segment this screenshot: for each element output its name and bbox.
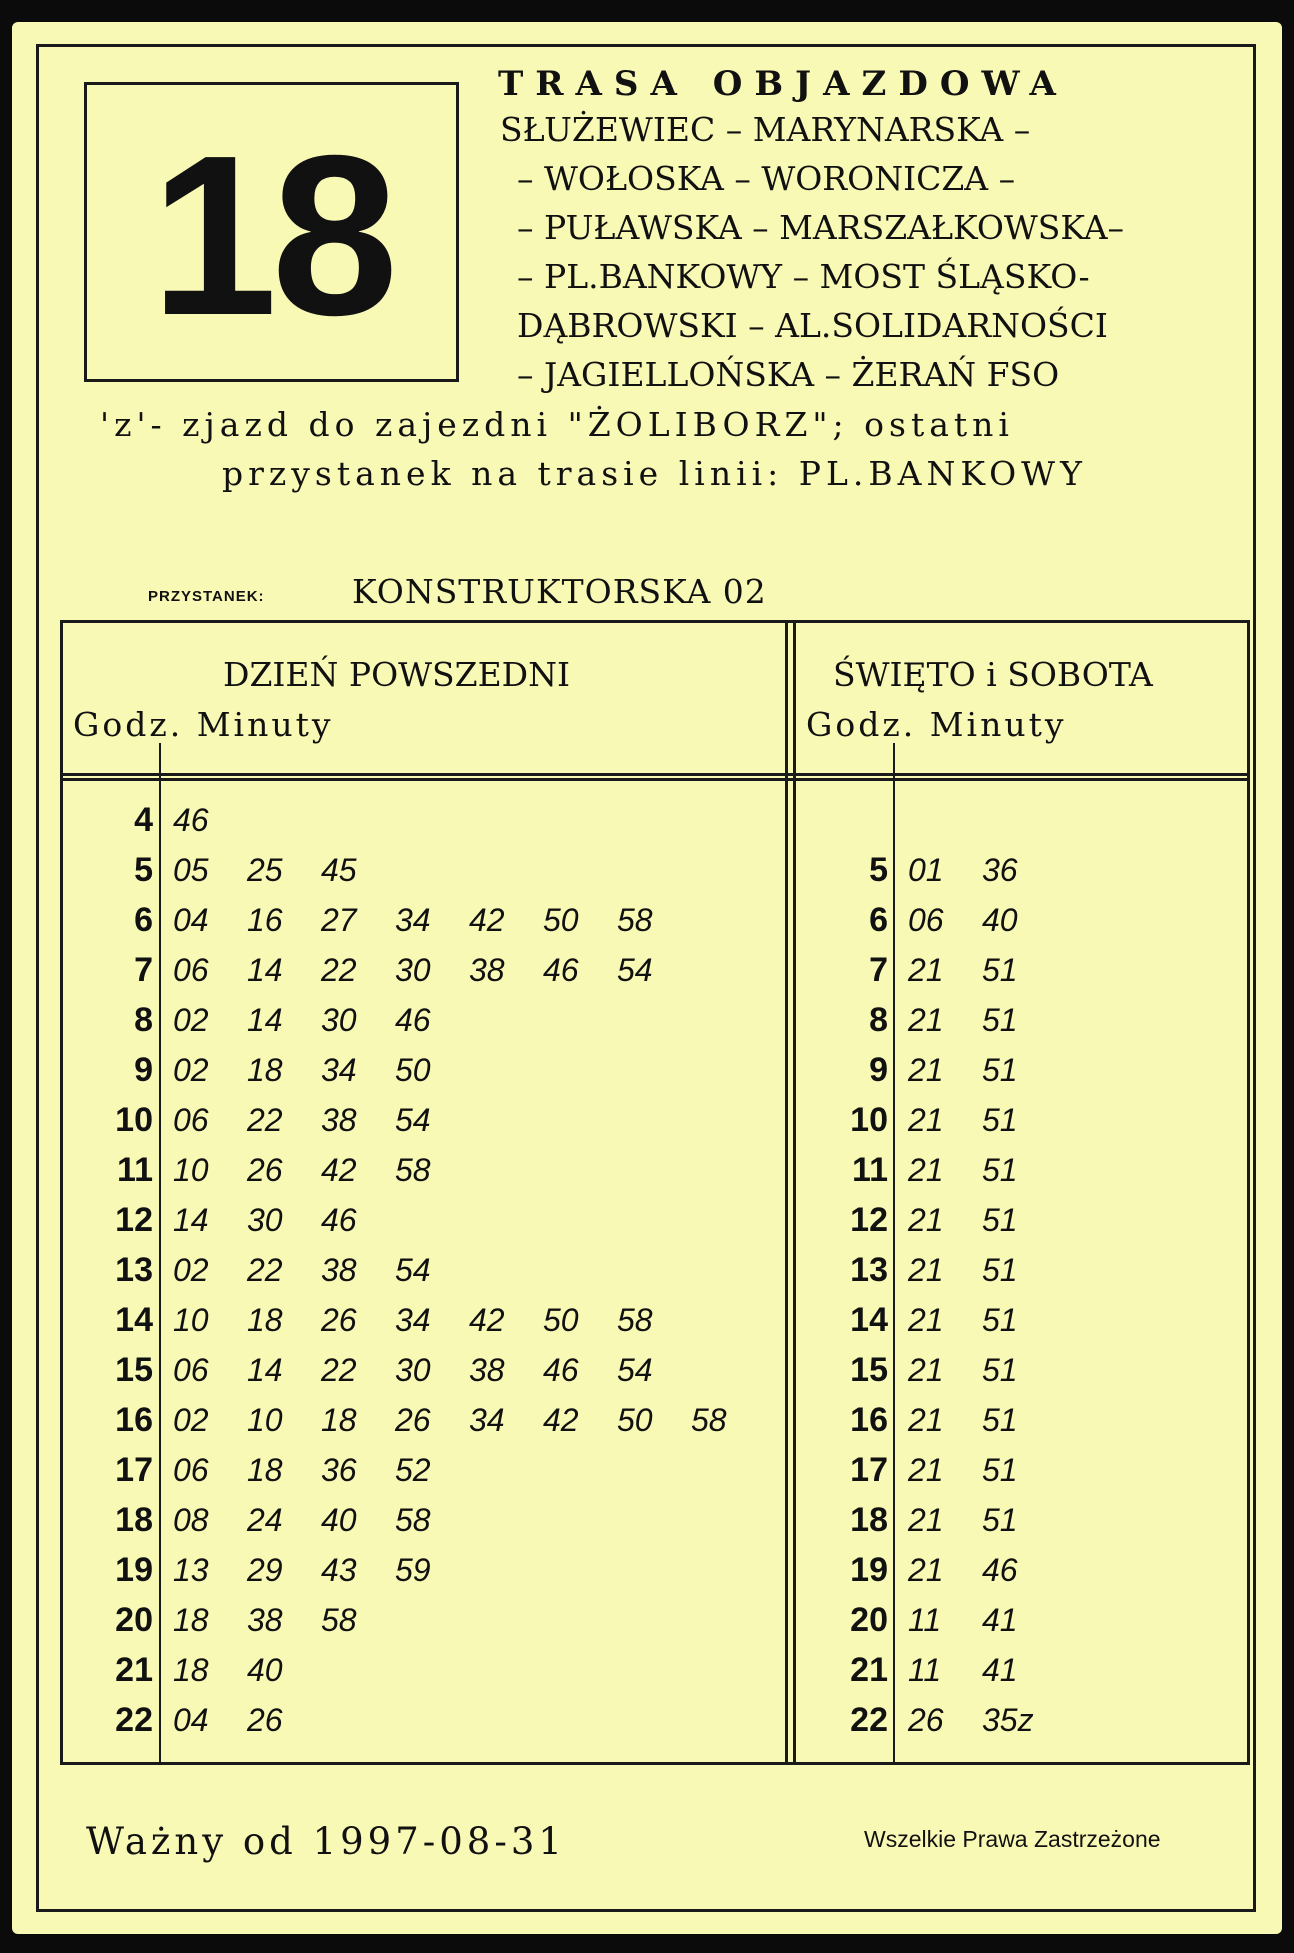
weekday-minute: 26 (247, 1702, 283, 1738)
route-line-1: SŁUŻEWIEC – MARYNARSKA – (500, 110, 1031, 149)
weekday-hour: 8 (134, 1001, 153, 1039)
weekday-hour: 15 (115, 1351, 153, 1389)
weekday-hour: 21 (115, 1651, 153, 1689)
holiday-hour: 21 (850, 1651, 888, 1689)
holiday-hour: 14 (850, 1301, 888, 1339)
route-line-2: – WOŁOSKA – WORONICZA – (517, 159, 1016, 198)
weekday-minute: 10 (247, 1402, 283, 1438)
weekday-minute: 04 (173, 902, 209, 938)
weekday-minutes (173, 1252, 469, 1289)
timetable-sheet (12, 22, 1282, 1934)
weekday-minute: 50 (543, 902, 579, 938)
weekday-minute: 34 (395, 1302, 431, 1338)
weekday-minute: 46 (173, 802, 209, 838)
holiday-minute: 26 (908, 1702, 944, 1738)
weekday-hour: 9 (134, 1051, 153, 1089)
holiday-minute: 51 (982, 1202, 1018, 1238)
weekday-minutes (173, 1502, 469, 1539)
holiday-hour: 16 (850, 1401, 888, 1439)
weekday-minutes (173, 802, 247, 839)
holiday-minute: 21 (908, 1252, 944, 1288)
holiday-minute: 21 (908, 1152, 944, 1188)
last-stop-note: przystanek na trasie linii: PL.BANKOWY (222, 454, 1087, 493)
holiday-minute: 41 (982, 1602, 1018, 1638)
route-title: TRASA OBJAZDOWA (498, 64, 1068, 104)
stop-name: KONSTRUKTORSKA 02 (352, 572, 767, 611)
weekday-hour: 10 (115, 1101, 153, 1139)
weekday-hour: 18 (115, 1501, 153, 1539)
weekday-minute: 25 (247, 852, 283, 888)
weekday-minute: 10 (173, 1152, 209, 1188)
holiday-hour: 12 (850, 1201, 888, 1239)
weekday-minute: 22 (321, 952, 357, 988)
weekday-minute: 54 (617, 1352, 653, 1388)
weekday-minutes (173, 1402, 765, 1439)
weekday-minute: 22 (321, 1352, 357, 1388)
weekday-minute: 46 (395, 1002, 431, 1038)
weekday-minute: 26 (247, 1152, 283, 1188)
holiday-minute: 51 (982, 1052, 1018, 1088)
holiday-minute: 21 (908, 1052, 944, 1088)
column-divider (785, 623, 788, 1762)
weekday-minute: 18 (321, 1402, 357, 1438)
weekday-minute: 34 (321, 1052, 357, 1088)
weekday-minutes (173, 1602, 395, 1639)
weekday-minute: 58 (395, 1502, 431, 1538)
weekday-hour: 7 (134, 951, 153, 989)
weekday-hour: 12 (115, 1201, 153, 1239)
holiday-minutes (908, 1402, 1056, 1439)
holiday-minute: 06 (908, 902, 944, 938)
weekday-hour-divider (159, 743, 161, 1762)
holiday-minutes (908, 1152, 1056, 1189)
weekday-hour: 17 (115, 1451, 153, 1489)
holiday-heading: ŚWIĘTO i SOBOTA (833, 655, 1153, 694)
holiday-minutes (908, 1252, 1056, 1289)
holiday-minute: 21 (908, 1502, 944, 1538)
holiday-hour: 17 (850, 1451, 888, 1489)
weekday-minute: 14 (247, 1352, 283, 1388)
weekday-minutes (173, 1552, 469, 1589)
holiday-minute: 51 (982, 952, 1018, 988)
weekday-minute: 04 (173, 1702, 209, 1738)
holiday-minute: 11 (908, 1652, 942, 1688)
route-line-5: DĄBROWSKI – AL.SOLIDARNOŚCI (517, 306, 1108, 345)
holiday-minute: 51 (982, 1352, 1018, 1388)
weekday-minutes (173, 1052, 469, 1089)
weekday-hour: 14 (115, 1301, 153, 1339)
weekday-minute: 38 (469, 952, 505, 988)
weekday-minutes (173, 1352, 691, 1389)
weekday-minute: 06 (173, 952, 209, 988)
weekday-minute: 43 (321, 1552, 357, 1588)
weekday-minute: 36 (321, 1452, 357, 1488)
holiday-minutes (908, 852, 1056, 889)
holiday-minute: 46 (982, 1552, 1018, 1588)
weekday-minute: 08 (173, 1502, 209, 1538)
weekday-minute: 22 (247, 1102, 283, 1138)
weekday-minute: 54 (617, 952, 653, 988)
weekday-minute: 54 (395, 1252, 431, 1288)
holiday-minute: 51 (982, 1252, 1018, 1288)
holiday-minute: 01 (908, 852, 944, 888)
holiday-minute: 21 (908, 1402, 944, 1438)
holiday-hour: 18 (850, 1501, 888, 1539)
holiday-minutes (908, 1002, 1056, 1039)
weekday-minute: 18 (247, 1302, 283, 1338)
holiday-minute: 21 (908, 1302, 944, 1338)
holiday-minutes (908, 902, 1056, 939)
holiday-minute: 21 (908, 1552, 944, 1588)
weekday-minutes (173, 1102, 469, 1139)
weekday-minute: 29 (247, 1552, 283, 1588)
weekday-minutes (173, 1152, 469, 1189)
holiday-minute: 21 (908, 1202, 944, 1238)
weekday-minute: 54 (395, 1102, 431, 1138)
weekday-minutes (173, 1202, 395, 1239)
holiday-minutes (908, 1702, 1056, 1739)
holiday-hour: 10 (850, 1101, 888, 1139)
route-line-4: – PL.BANKOWY – MOST ŚLĄSKO- (517, 257, 1090, 296)
holiday-minute: 40 (982, 902, 1018, 938)
weekday-minute: 46 (321, 1202, 357, 1238)
holiday-minute: 21 (908, 1452, 944, 1488)
holiday-minute: 21 (908, 1352, 944, 1388)
holiday-minute: 36 (982, 852, 1018, 888)
weekday-minute: 38 (321, 1252, 357, 1288)
holiday-minute: 51 (982, 1302, 1018, 1338)
weekday-minute: 46 (543, 952, 579, 988)
weekday-minute: 42 (543, 1402, 579, 1438)
stop-label: PRZYSTANEK: (148, 588, 265, 605)
weekday-minute: 30 (247, 1202, 283, 1238)
route-line-6: – JAGIELLOŃSKA – ŻERAŃ FSO (517, 355, 1060, 394)
holiday-hour: 22 (850, 1701, 888, 1739)
weekday-minute: 24 (247, 1502, 283, 1538)
holiday-minutes (908, 1302, 1056, 1339)
weekday-minute: 06 (173, 1102, 209, 1138)
holiday-subheading: Godz. Minuty (806, 705, 1067, 744)
weekday-minute: 58 (321, 1602, 357, 1638)
weekday-hour: 16 (115, 1401, 153, 1439)
holiday-hour-divider (893, 743, 895, 1762)
holiday-minutes (908, 1352, 1056, 1389)
holiday-hour: 7 (869, 951, 888, 989)
weekday-minute: 40 (321, 1502, 357, 1538)
weekday-minutes (173, 1002, 469, 1039)
weekday-minute: 18 (247, 1452, 283, 1488)
rights-notice: Wszelkie Prawa Zastrzeżone (864, 1826, 1161, 1852)
holiday-minutes (908, 1552, 1056, 1589)
column-divider (793, 623, 796, 1762)
holiday-minute: 11 (908, 1602, 942, 1638)
weekday-minute: 16 (247, 902, 283, 938)
weekday-minute: 06 (173, 1452, 209, 1488)
holiday-hour: 8 (869, 1001, 888, 1039)
weekday-minute: 42 (469, 1302, 505, 1338)
holiday-minutes (908, 1452, 1056, 1489)
weekday-minutes (173, 1302, 691, 1339)
weekday-minute: 34 (469, 1402, 505, 1438)
weekday-minute: 58 (617, 1302, 653, 1338)
holiday-hour: 19 (850, 1551, 888, 1589)
weekday-minutes (173, 1652, 321, 1689)
holiday-minute: 51 (982, 1502, 1018, 1538)
weekday-minute: 13 (173, 1552, 209, 1588)
weekday-minute: 50 (395, 1052, 431, 1088)
weekday-hour: 5 (134, 851, 153, 889)
weekday-minute: 59 (395, 1552, 431, 1588)
holiday-hour: 5 (869, 851, 888, 889)
holiday-minute: 51 (982, 1402, 1018, 1438)
route-line-3: – PUŁAWSKA – MARSZAŁKOWSKA– (517, 208, 1125, 247)
holiday-hour: 15 (850, 1351, 888, 1389)
weekday-minute: 45 (321, 852, 357, 888)
weekday-minute: 02 (173, 1052, 209, 1088)
holiday-hour: 13 (850, 1251, 888, 1289)
holiday-minutes (908, 1502, 1056, 1539)
weekday-minute: 06 (173, 1352, 209, 1388)
weekday-minute: 14 (247, 1002, 283, 1038)
holiday-minutes (908, 1202, 1056, 1239)
weekday-minute: 18 (247, 1052, 283, 1088)
holiday-hour: 6 (869, 901, 888, 939)
holiday-hour: 9 (869, 1051, 888, 1089)
weekday-minutes (173, 1452, 469, 1489)
weekday-minute: 38 (321, 1102, 357, 1138)
schedule-table (60, 620, 1250, 1765)
holiday-hour: 20 (850, 1601, 888, 1639)
weekday-minute: 58 (395, 1152, 431, 1188)
holiday-minute: 21 (908, 1102, 944, 1138)
weekday-minute: 38 (247, 1602, 283, 1638)
holiday-minutes (908, 1602, 1056, 1639)
weekday-minutes (173, 1702, 321, 1739)
weekday-hour: 4 (134, 801, 153, 839)
holiday-minutes (908, 1052, 1056, 1089)
holiday-minute: 51 (982, 1002, 1018, 1038)
weekday-minute: 58 (691, 1402, 727, 1438)
line-number: 18 (150, 109, 393, 363)
valid-from: Ważny od 1997-08-31 (86, 1820, 566, 1863)
weekday-hour: 6 (134, 901, 153, 939)
holiday-minute: 21 (908, 1002, 944, 1038)
weekday-minute: 34 (395, 902, 431, 938)
weekday-minute: 38 (469, 1352, 505, 1388)
weekday-minute: 46 (543, 1352, 579, 1388)
holiday-minute: 51 (982, 1152, 1018, 1188)
weekday-hour: 19 (115, 1551, 153, 1589)
weekday-minute: 14 (173, 1202, 209, 1238)
weekday-minute: 14 (247, 952, 283, 988)
weekday-minute: 58 (617, 902, 653, 938)
holiday-minute: 41 (982, 1652, 1018, 1688)
holiday-minutes (908, 1102, 1056, 1139)
weekday-minute: 18 (173, 1602, 209, 1638)
weekday-minutes (173, 902, 691, 939)
line-number-box (84, 82, 459, 382)
weekday-minute: 05 (173, 852, 209, 888)
weekday-minute: 30 (321, 1002, 357, 1038)
holiday-minutes (908, 952, 1056, 989)
weekday-minutes (173, 852, 395, 889)
weekday-minute: 40 (247, 1652, 283, 1688)
depot-note: 'z'- zjazd do zajezdni "ŻOLIBORZ"; ostatni (100, 405, 1014, 444)
weekday-minutes (173, 952, 691, 989)
weekday-minute: 22 (247, 1252, 283, 1288)
holiday-minute: 35z (982, 1702, 1034, 1738)
weekday-hour: 20 (115, 1601, 153, 1639)
weekday-minute: 02 (173, 1002, 209, 1038)
holiday-minute: 21 (908, 952, 944, 988)
header-divider (63, 778, 1247, 781)
weekday-minute: 10 (173, 1302, 209, 1338)
weekday-minute: 30 (395, 1352, 431, 1388)
holiday-minutes (908, 1652, 1056, 1689)
weekday-minute: 30 (395, 952, 431, 988)
weekday-minute: 02 (173, 1252, 209, 1288)
weekday-minute: 42 (321, 1152, 357, 1188)
weekday-hour: 11 (117, 1151, 153, 1189)
weekday-minute: 26 (321, 1302, 357, 1338)
holiday-hour: 11 (852, 1151, 888, 1189)
weekday-minute: 50 (543, 1302, 579, 1338)
weekday-hour: 13 (115, 1251, 153, 1289)
weekday-minute: 27 (321, 902, 357, 938)
holiday-minute: 51 (982, 1452, 1018, 1488)
weekday-minute: 50 (617, 1402, 653, 1438)
weekday-heading: DZIEŃ POWSZEDNI (223, 655, 571, 694)
weekday-minute: 52 (395, 1452, 431, 1488)
weekday-hour: 22 (115, 1701, 153, 1739)
weekday-minute: 02 (173, 1402, 209, 1438)
weekday-minute: 18 (173, 1652, 209, 1688)
weekday-minute: 42 (469, 902, 505, 938)
weekday-subheading: Godz. Minuty (73, 705, 334, 744)
holiday-minute: 51 (982, 1102, 1018, 1138)
weekday-minute: 26 (395, 1402, 431, 1438)
header-divider (63, 773, 1247, 776)
